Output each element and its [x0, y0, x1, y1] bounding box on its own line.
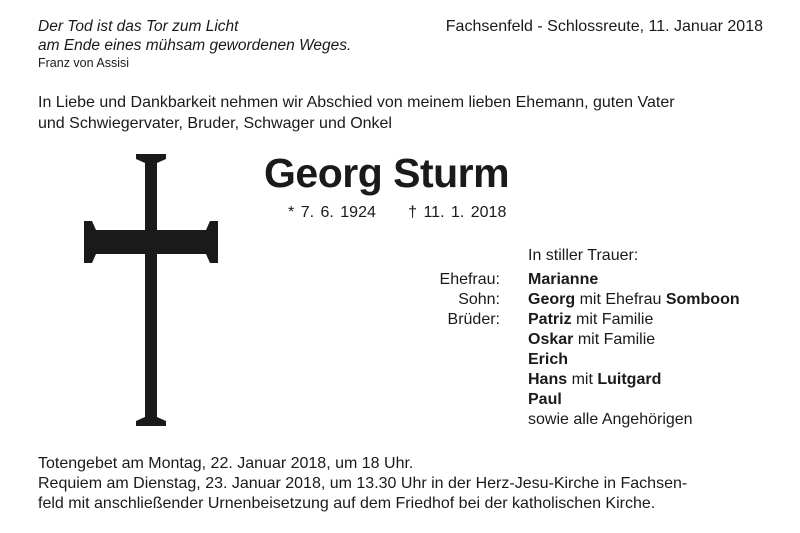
hans-relation: mit: [571, 371, 593, 388]
relation-labels: [400, 270, 500, 330]
oskar-suffix: mit Familie: [577, 331, 656, 348]
name-somboon: Somboon: [665, 291, 740, 308]
life-dates: [288, 204, 506, 222]
deceased-name: Georg Sturm: [264, 150, 510, 196]
name-erich: Erich: [528, 351, 569, 368]
cross-icon: [84, 154, 218, 426]
mourner-sohn: [528, 290, 740, 310]
name-georg: Georg: [528, 291, 576, 308]
service-line-2: Requiem am Dienstag, 23. Januar 2018, um 13.30 Uhr in der Herz-Jesu-Kirche in Fachsen-: [38, 475, 688, 492]
label-brueder: Brüder:: [447, 311, 500, 328]
mourners-closing: sowie alle Angehörigen: [528, 411, 693, 428]
death-date: 11. 1. 2018: [423, 204, 507, 221]
intro-line-1: In Liebe und Dankbarkeit nehmen wir Abschied von meinem lieben Ehemann, guten Vater: [38, 94, 675, 111]
name-paul: Paul: [528, 391, 562, 408]
name-hans: Hans: [528, 371, 568, 388]
quote-author: Franz von Assisi: [38, 56, 130, 70]
intro-line-2: und Schwiegervater, Bruder, Schwager und Onkel: [38, 115, 392, 132]
mourners-title: In stiller Trauer:: [528, 247, 639, 264]
mourner-oskar: [528, 330, 740, 350]
service-line-3: feld mit anschließender Urnenbeisetzung auf dem Friedhof bei der katholischen Kirche.: [38, 495, 656, 512]
sohn-relation: mit Ehefrau: [579, 291, 662, 308]
mourner-ehefrau: [528, 270, 740, 290]
quote-line-1: Der Tod ist das Tor zum Licht: [38, 18, 239, 35]
died-symbol: †: [408, 204, 417, 221]
born-symbol: *: [288, 204, 295, 221]
service-line-1: Totengebet am Montag, 22. Januar 2018, um 18 Uhr.: [38, 455, 414, 472]
label-sohn: Sohn:: [458, 291, 500, 308]
mourner-patriz: [528, 310, 740, 330]
mourner-names: [528, 270, 740, 430]
name-oskar: Oskar: [528, 331, 574, 348]
patriz-suffix: mit Familie: [576, 311, 654, 328]
service-info: [38, 454, 687, 514]
intro-text: [38, 92, 675, 134]
place-date: Fachsenfeld - Schlossreute, 11. Januar 2018: [445, 18, 763, 35]
mourner-erich: [528, 350, 740, 370]
quote-line-2: am Ende eines mühsam gewordenen Weges.: [38, 37, 352, 54]
label-ehefrau: Ehefrau:: [439, 271, 500, 288]
name-marianne: Marianne: [528, 271, 599, 288]
name-luitgard: Luitgard: [597, 371, 662, 388]
mourner-hans: [528, 370, 740, 390]
mourner-paul: [528, 390, 740, 410]
name-patriz: Patriz: [528, 311, 572, 328]
birth-date: 7. 6. 1924: [300, 204, 376, 221]
